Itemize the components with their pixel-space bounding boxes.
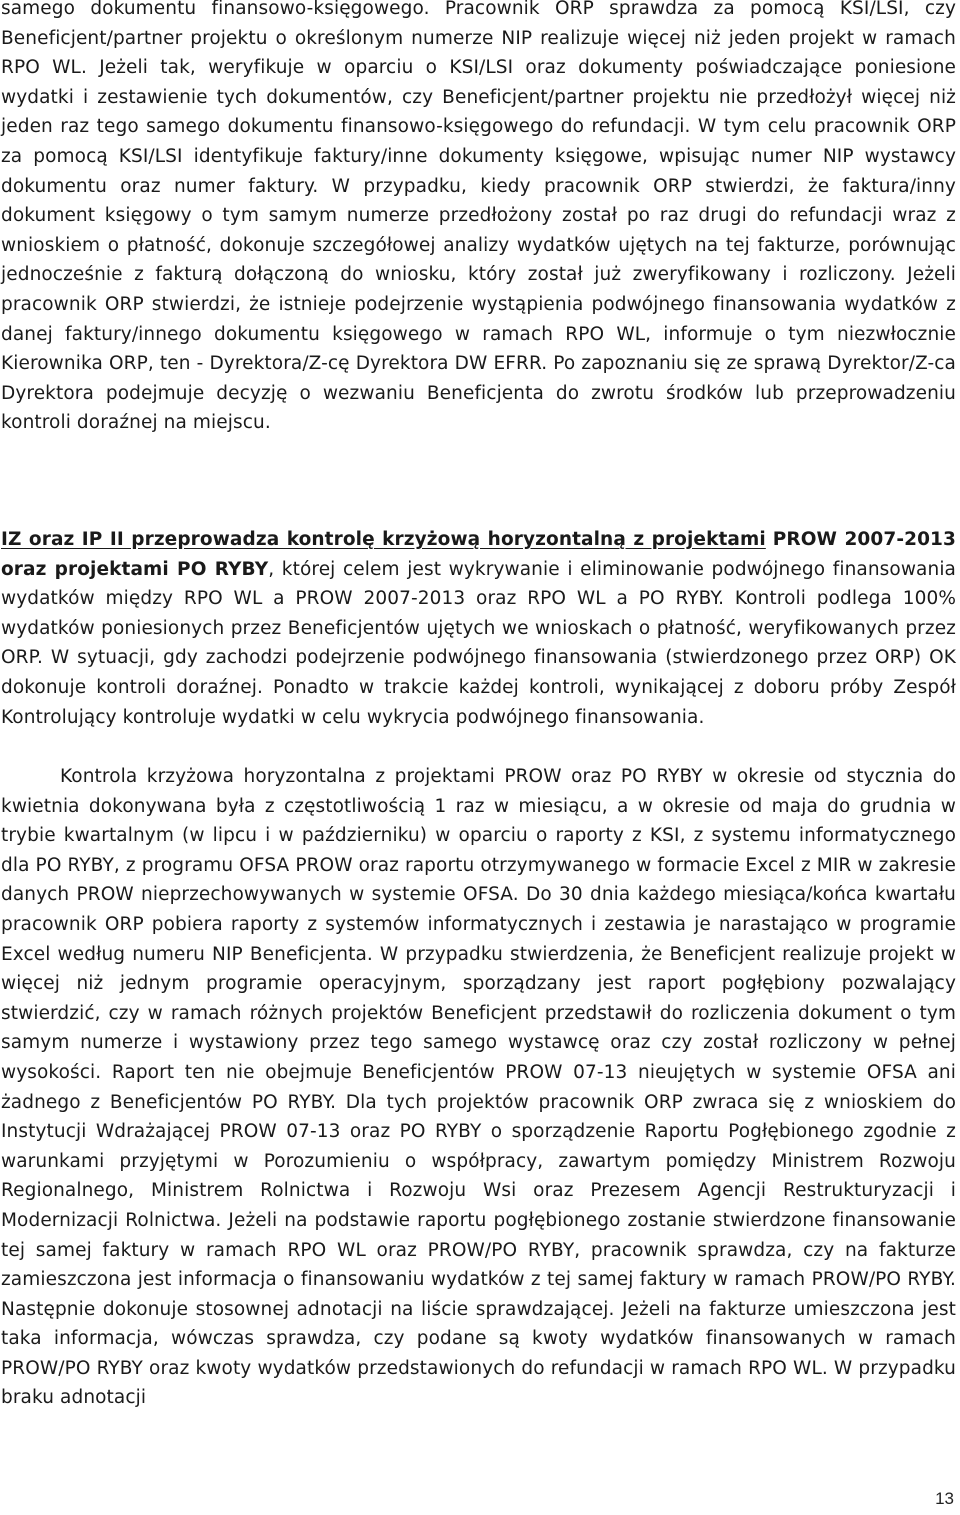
paragraph-cross-check-procedure: Kontrola krzyżowa horyzontalna z projektami PROW oraz PO RYBY w okresie od stycznia do kwietnia dokonywana była z częstotliwością 1 raz w miesiącu, a w okresie od maja do grudnia w trybie kwartalnym (w lipcu i w październiku) w oparciu o raporty z KSI, z systemu informatycznego dla PO RYBY, z programu OFSA PROW oraz raportu otrzymywanego w formacie Excel z MIR w zakresie danych PROW nieprzechowywanych w systemie OFSA. Do 30 dnia każdego miesiąca/końca kwartału pracownik ORP pobiera raporty z systemów informatycznych i zestawia je narastająco w programie Excel według numeru NIP Beneficjenta. W przypadku stwierdzenia, że Beneficjent realizuje projekt w więcej niż jednym programie operacyjnym, sporządzany jest raport pogłębiony pozwalający stwierdzić, czy w ramach różnych projektów Beneficjent przedstawił do rozliczenia dokument o tym samym numerze i wystawiony przez tego samego wystawcę oraz czy został rozliczony w pełnej wysokości. Raport ten nie obejmuje Beneficjentów PROW 07-13 nieujętych w systemie OFSA ani żadnego z Beneficjentów PO RYBY. Dla tych projektów pracownik ORP zwraca się z wnioskiem do Instytucji Wdrażającej PROW 07-13 oraz PO RYBY o sporządzenie Raportu Pogłębionego zgodnie z warunkami przyjętymi w Porozumieniu o współpracy, zawartym pomiędzy Ministrem Rozwoju Regionalnego, Ministrem Rolnictwa i Rozwoju Wsi oraz Prezesem Agencji Restrukturyzacji i Modernizacji Rolnictwa. Jeżeli na podstawie raportu pogłębionego zostanie stwierdzone finansowanie tej samej faktury w ramach RPO WL oraz PROW/PO RYBY, pracownik sprawdza, czy na fakturze zamieszczona jest informacja o finansowaniu wydatków z tej samej faktury w ramach PROW/PO RYBY. Następnie dokonuje stosownej adnotacji na liście sprawdzającej. Jeżeli na fakturze umieszczona jest taka informacja, wówczas sprawdza, czy podane są kwoty wydatków finansowanych w ramach PROW/PO RYBY oraz kwoty wydatków przedstawionych do refundacji w ramach RPO WL. W przypadku braku adnotacji [1, 766, 956, 1409]
paragraph-body: , której celem jest wykrywanie i eliminowanie podwójnego finansowania wydatków między RPO WL a PROW 2007-2013 oraz RPO WL a PO RYBY. Kontroli podlega 100% wydatków poniesionych przez Beneficjentów ujętych we wnioskach o płatność, weryfikowanych przez ORP. W sytuacji, gdy zachodzi podejrzenie podwójnego finansowania (stwierdzonego przez ORP) OK dokonuje kontroli doraźnej. Ponadto w trakcie każdej kontroli, wynikającej z doboru próby Zespół Kontrolujący kontroluje wydatki w celu wykrycia podwójnego finansowania. [1, 558, 956, 728]
page-number: 13 [935, 1489, 954, 1508]
paragraph-horizontal-cross-check [1, 525, 956, 732]
paragraph-lead-underlined: IZ oraz IP II przeprowadza kontrolę krzyżową horyzontalną z projektami [1, 529, 766, 550]
paragraph-lead-bold: PROW 2007-2013 oraz projektami PO RYBY [1, 529, 956, 580]
paragraph-duplicate-invoice-check: samego dokumentu finansowo-księgowego. Pracownik ORP sprawdza za pomocą KSI/LSI, czy Beneficjent/partner projektu o określonym numerze NIP realizuje więcej niż jeden projekt w ramach RPO WL. Jeżeli tak, weryfikuje w oparciu o KSI/LSI oraz dokumenty poświadczające poniesione wydatki i zestawienie tych dokumentów, czy Beneficjent/partner projektu nie przedłożył więcej niż jeden raz tego samego dokumentu finansowo-księgowego do refundacji. W tym celu pracownik ORP za pomocą KSI/LSI identyfikuje faktury/inne dokumenty księgowe, wpisując numer NIP wystawcy dokumentu oraz numer faktury. W przypadku, kiedy pracownik ORP stwierdzi, że faktura/inny dokument księgowy o tym samym numerze przedłożony został po raz drugi do refundacji wraz z wnioskiem o płatność, dokonuje szczegółowej analizy wydatków ujętych na tej fakturze, porównując jednocześnie z fakturą dołączoną do wniosku, który został już zweryfikowany i rozliczony. Jeżeli pracownik ORP stwierdzi, że istnieje podejrzenie wystąpienia podwójnego finansowania wydatków z danej faktury/innego dokumentu księgowego w ramach RPO WL, informuje o tym niezwłocznie Kierownika ORP, ten - Dyrektora/Z-cę Dyrektora DW EFRR. Po zapoznaniu się ze sprawą Dyrektor/Z-ca Dyrektora podejmuje decyzję o wezwaniu Beneficjenta do zwrotu środków lub przeprowadzeniu kontroli doraźnej na miejscu. [1, 0, 956, 434]
